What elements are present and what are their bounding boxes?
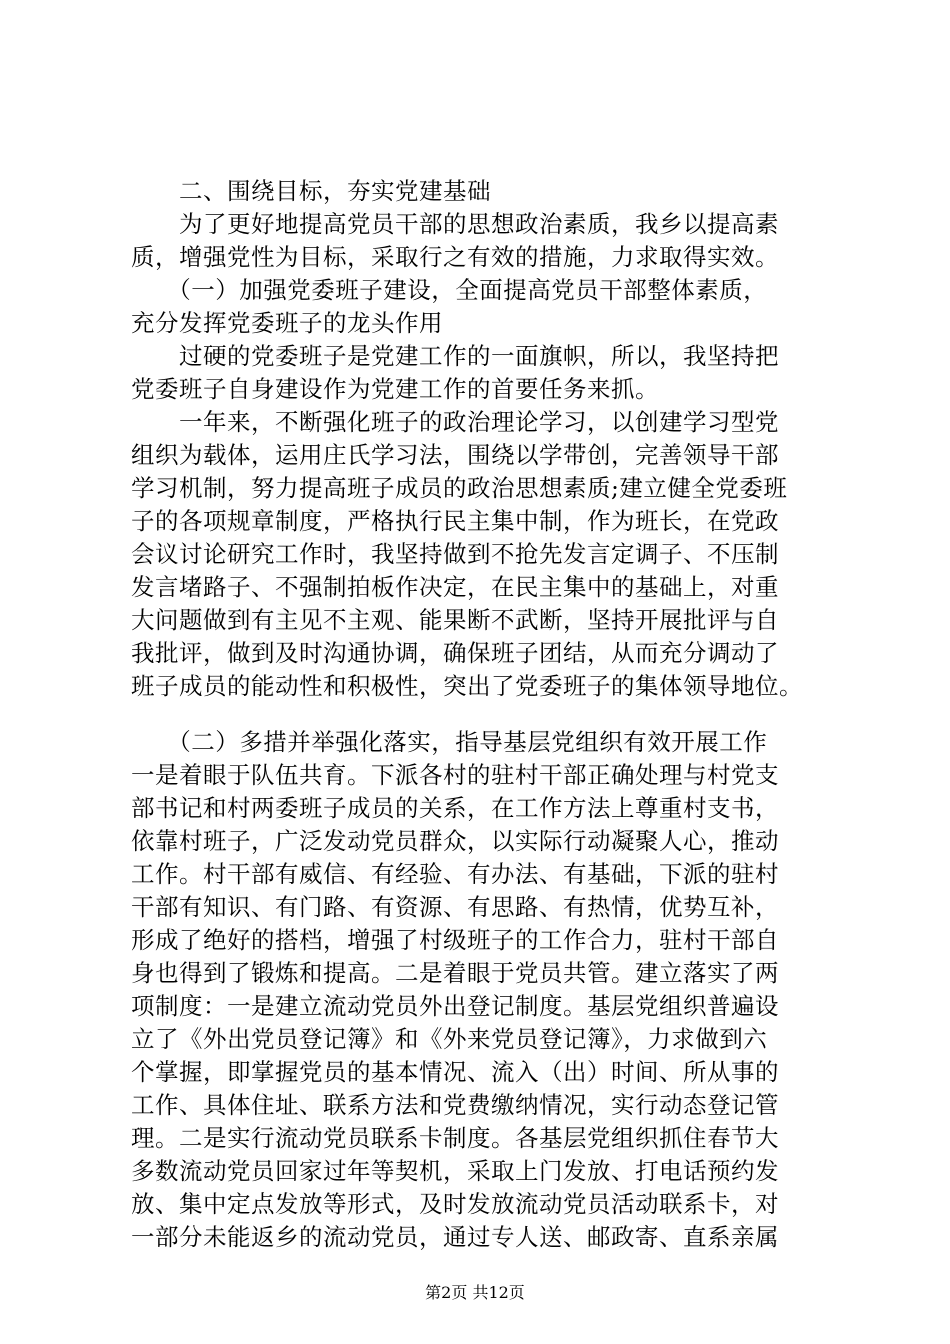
text-line: 班子成员的能动性和积极性，突出了党委班子的集体领导地位。 <box>131 672 803 700</box>
subsection-heading-1-cont: 充分发挥党委班子的龙头作用 <box>131 309 443 337</box>
text-line: 质，增强党性为目标，采取行之有效的措施，力求取得实效。 <box>131 243 779 271</box>
text-line: 学习机制，努力提高班子成员的政治思想素质;建立健全党委班 <box>131 474 788 502</box>
subsection-heading-2: （二）多措并举强化落实，指导基层党组织有效开展工作 <box>131 728 768 756</box>
text-line: 发言堵路子、不强制拍板作决定，在民主集中的基础上，对重 <box>131 573 779 601</box>
text-line: 立了《外出党员登记簿》和《外来党员登记簿》，力求做到六 <box>131 1025 768 1053</box>
text-line: 过硬的党委班子是党建工作的一面旗帜，所以，我坚持把 <box>131 342 779 370</box>
text-line: 党委班子自身建设作为党建工作的首要任务来抓。 <box>131 375 659 403</box>
text-line: 工作。村干部有威信、有经验、有办法、有基础，下派的驻村 <box>131 860 779 888</box>
text-line: 部书记和村两委班子成员的关系，在工作方法上尊重村支书， <box>131 794 779 822</box>
text-line: 放、集中定点发放等形式，及时发放流动党员活动联系卡，对 <box>131 1190 779 1218</box>
text-line: 会议讨论研究工作时，我坚持做到不抢先发言定调子、不压制 <box>131 540 779 568</box>
text-line: 大问题做到有主见不主观、能果断不武断，坚持开展批评与自 <box>131 606 779 634</box>
text-line: 一年来，不断强化班子的政治理论学习，以创建学习型党 <box>131 408 779 436</box>
text-line: 组织为载体，运用庄氏学习法，围绕以学带创，完善领导干部 <box>131 441 779 469</box>
text-line: 形成了绝好的搭档，增强了村级班子的工作合力，驻村干部自 <box>131 926 779 954</box>
text-line: 依靠村班子，广泛发动党员群众，以实际行动凝聚人心，推动 <box>131 827 779 855</box>
text-line: 一部分未能返乡的流动党员，通过专人送、邮政寄、直系亲属 <box>131 1223 779 1251</box>
page-number: 第2页 共12页 <box>425 1283 525 1302</box>
text-line: 一是着眼于队伍共育。下派各村的驻村干部正确处理与村党支 <box>131 761 779 789</box>
subsection-heading-1: （一）加强党委班子建设，全面提高党员干部整体素质， <box>131 276 768 304</box>
section-heading-2: 二、围绕目标，夯实党建基础 <box>131 177 491 205</box>
text-line: 多数流动党员回家过年等契机，采取上门发放、打电话预约发 <box>131 1157 779 1185</box>
text-line: 干部有知识、有门路、有资源、有思路、有热情，优势互补， <box>131 893 779 921</box>
text-line: 工作、具体住址、联系方法和党费缴纳情况，实行动态登记管 <box>131 1091 779 1119</box>
text-line: 项制度：一是建立流动党员外出登记制度。基层党组织普遍设 <box>131 992 779 1020</box>
text-line: 为了更好地提高党员干部的思想政治素质，我乡以提高素 <box>131 210 779 238</box>
text-line: 身也得到了锻炼和提高。二是着眼于党员共管。建立落实了两 <box>131 959 779 987</box>
text-line: 子的各项规章制度，严格执行民主集中制，作为班长，在党政 <box>131 507 779 535</box>
text-line: 理。二是实行流动党员联系卡制度。各基层党组织抓住春节大 <box>131 1124 779 1152</box>
text-line: 个掌握，即掌握党员的基本情况、流入（出）时间、所从事的 <box>131 1058 779 1086</box>
text-line: 我批评，做到及时沟通协调，确保班子团结，从而充分调动了 <box>131 639 779 667</box>
